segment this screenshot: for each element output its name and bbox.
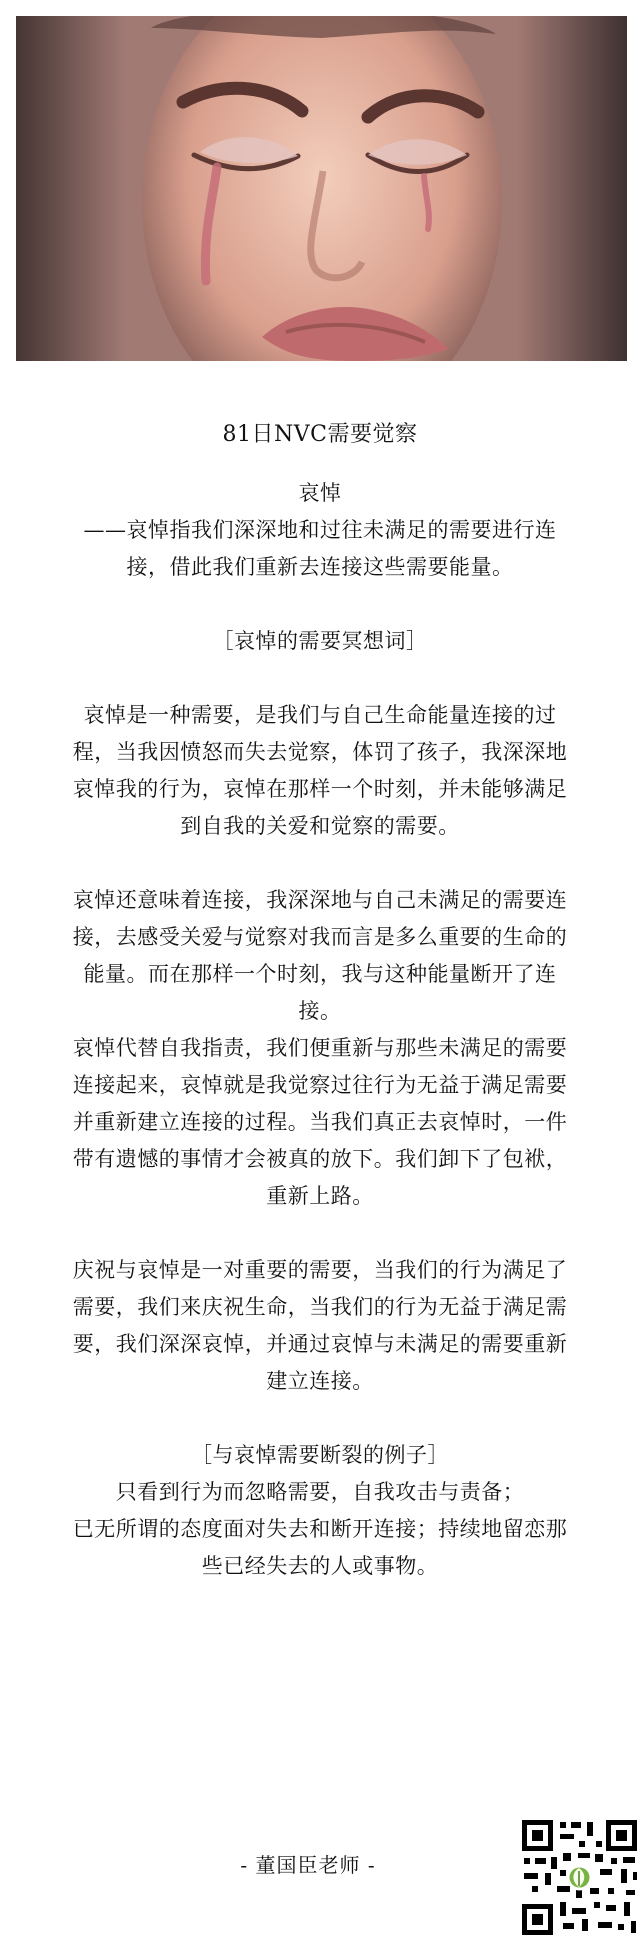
meditation-section-title: ［哀悼的需要冥想词］: [212, 629, 428, 653]
spacing: [70, 845, 570, 882]
author-signature: - 董国臣老师 -: [240, 1853, 376, 1877]
example-section-title: ［与哀悼需要断裂的例子］: [191, 1443, 449, 1467]
meditation-paragraph: 哀悼是一种需要，是我们与自己生命能量连接的过程，当我因愤怒而失去觉察，体罚了孩子，我深深地哀悼我的行为，哀悼在那样一个时刻，并未能够满足到自我的关爱和觉察的需要。: [72, 703, 568, 838]
article-title: 81日NVC需要觉察: [222, 422, 418, 447]
spacing: [70, 1215, 570, 1252]
topic-heading: 哀悼: [298, 481, 342, 505]
hero-image: [16, 16, 627, 361]
spacing: [70, 586, 570, 623]
topic-definition: ——哀悼指我们深深地和过往未满足的需要进行连接，借此我们重新去连接这些需要能量。: [83, 518, 557, 579]
spacing: [70, 660, 570, 697]
article-body: [70, 418, 570, 1585]
celebration-paragraph: 庆祝与哀悼是一对重要的需要，当我们的行为满足了需要，我们来庆祝生命，当我们的行为无益于满足需要，我们深深哀悼，并通过哀悼与未满足的需要重新建立连接。: [72, 1258, 568, 1393]
crying-woman-portrait: [16, 16, 627, 361]
example-line: 只看到行为而忽略需要，自我攻击与责备；: [115, 1480, 525, 1504]
example-line: 已无所谓的态度面对失去和断开连接；持续地留恋那些已经失去的人或事物。: [72, 1517, 568, 1578]
self-blame-paragraph: 哀悼代替自我指责，我们便重新与那些未满足的需要连接起来，哀悼就是我觉察过往行为无益于满足需要并重新建立连接的过程。当我们真正去哀悼时，一件带有遗憾的事情才会被真的放下。我们卸下了包袱，重新上路。: [72, 1036, 568, 1208]
spacing: [70, 1400, 570, 1437]
qr-code: [520, 1818, 639, 1937]
connection-paragraph: 哀悼还意味着连接，我深深地与自己未满足的需要连接，去感受关爱与觉察对我而言是多么重要的生命的能量。而在那样一个时刻，我与这种能量断开了连接。: [72, 888, 568, 1023]
